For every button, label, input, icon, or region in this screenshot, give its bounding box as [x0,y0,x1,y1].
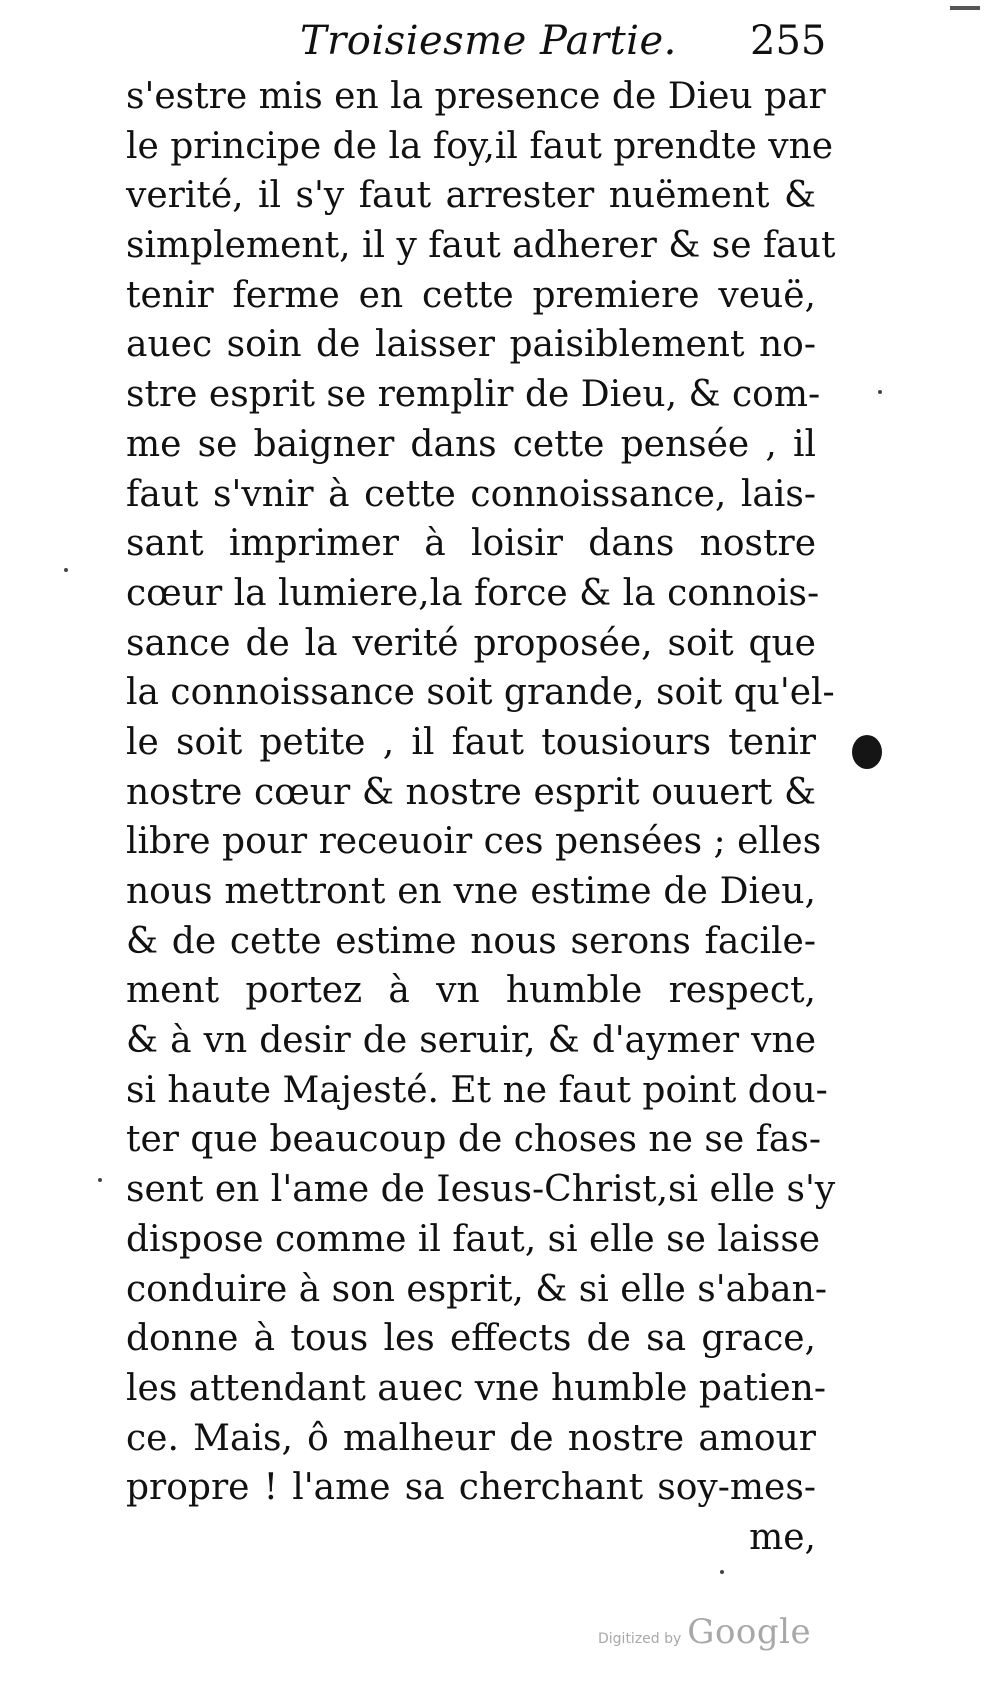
text-line: faut s'vnir à cette connoissance, lais- [126,473,816,515]
text-line: si haute Majesté. Et ne faut point dou- [126,1069,828,1111]
text-line: ce. Mais, ô malheur de nostre amour [126,1417,816,1459]
text-line: ment portez à vn humble respect, [126,970,816,1012]
watermark-prefix: Digitized by [598,1631,682,1647]
text-line: verité, il s'y faut arrester nuëment & [126,175,816,217]
text-line: la connoissance soit grande, soit qu'el- [126,672,835,714]
text-line: sent en l'ame de Iesus-Christ,si elle s'y [126,1169,836,1211]
text-line: & de cette estime nous serons facile- [126,920,816,962]
body-text [126,72,836,1563]
scan-speck [98,1178,102,1182]
catchword: me, [749,1516,816,1558]
running-title: Troisiesme Partie. [300,18,677,64]
text-line: donne à tous les effects de sa grace, [126,1318,816,1360]
text-line: auec soin de laisser paisiblement no- [126,324,816,366]
text-line: propre ! l'ame sa cherchant soy-mes- [126,1467,816,1509]
text-line: s'estre mis en la presence de Dieu par [126,76,826,117]
text-line: tenir ferme en cette premiere veuë, [126,274,816,316]
text-line: me se baigner dans cette pensée , il [126,423,816,465]
text-line: le principe de la foy,il faut prendte vne [126,125,834,167]
google-logo: Google [687,1612,812,1652]
text-line: sance de la verité proposée, soit que [126,622,816,664]
scan-speck [878,390,882,394]
text-line: dispose comme il faut, si elle se laisse [126,1218,821,1260]
scan-corner-mark [950,6,980,10]
scan-speck [64,568,68,572]
text-line: & à vn desir de seruir, & d'aymer vne [126,1020,816,1062]
text-line: le soit petite , il faut tousiours tenir [126,721,816,763]
digitized-by-google-watermark [598,1612,811,1652]
text-line: nous mettront en vne estime de Dieu, [126,871,816,912]
page-number: 255 [750,18,827,64]
text-line: conduire à son esprit, & si elle s'aban- [126,1268,827,1310]
ink-blot [852,735,882,769]
text-line: libre pour receuoir ces pensées ; elles [126,821,822,863]
text-line: ter que beaucoup de choses ne se fas- [126,1119,822,1161]
scan-speck [720,1570,724,1574]
text-line: stre esprit se remplir de Dieu, & com- [126,374,821,416]
text-line: sant imprimer à loisir dans nostre [126,523,816,565]
text-line: nostre cœur & nostre esprit ouuert & [126,771,816,813]
text-line: simplement, il y faut adherer & se faut [126,225,836,267]
text-line: les attendant auec vne humble patien- [126,1367,827,1409]
text-line: cœur la lumiere,la force & la connois- [126,572,820,614]
